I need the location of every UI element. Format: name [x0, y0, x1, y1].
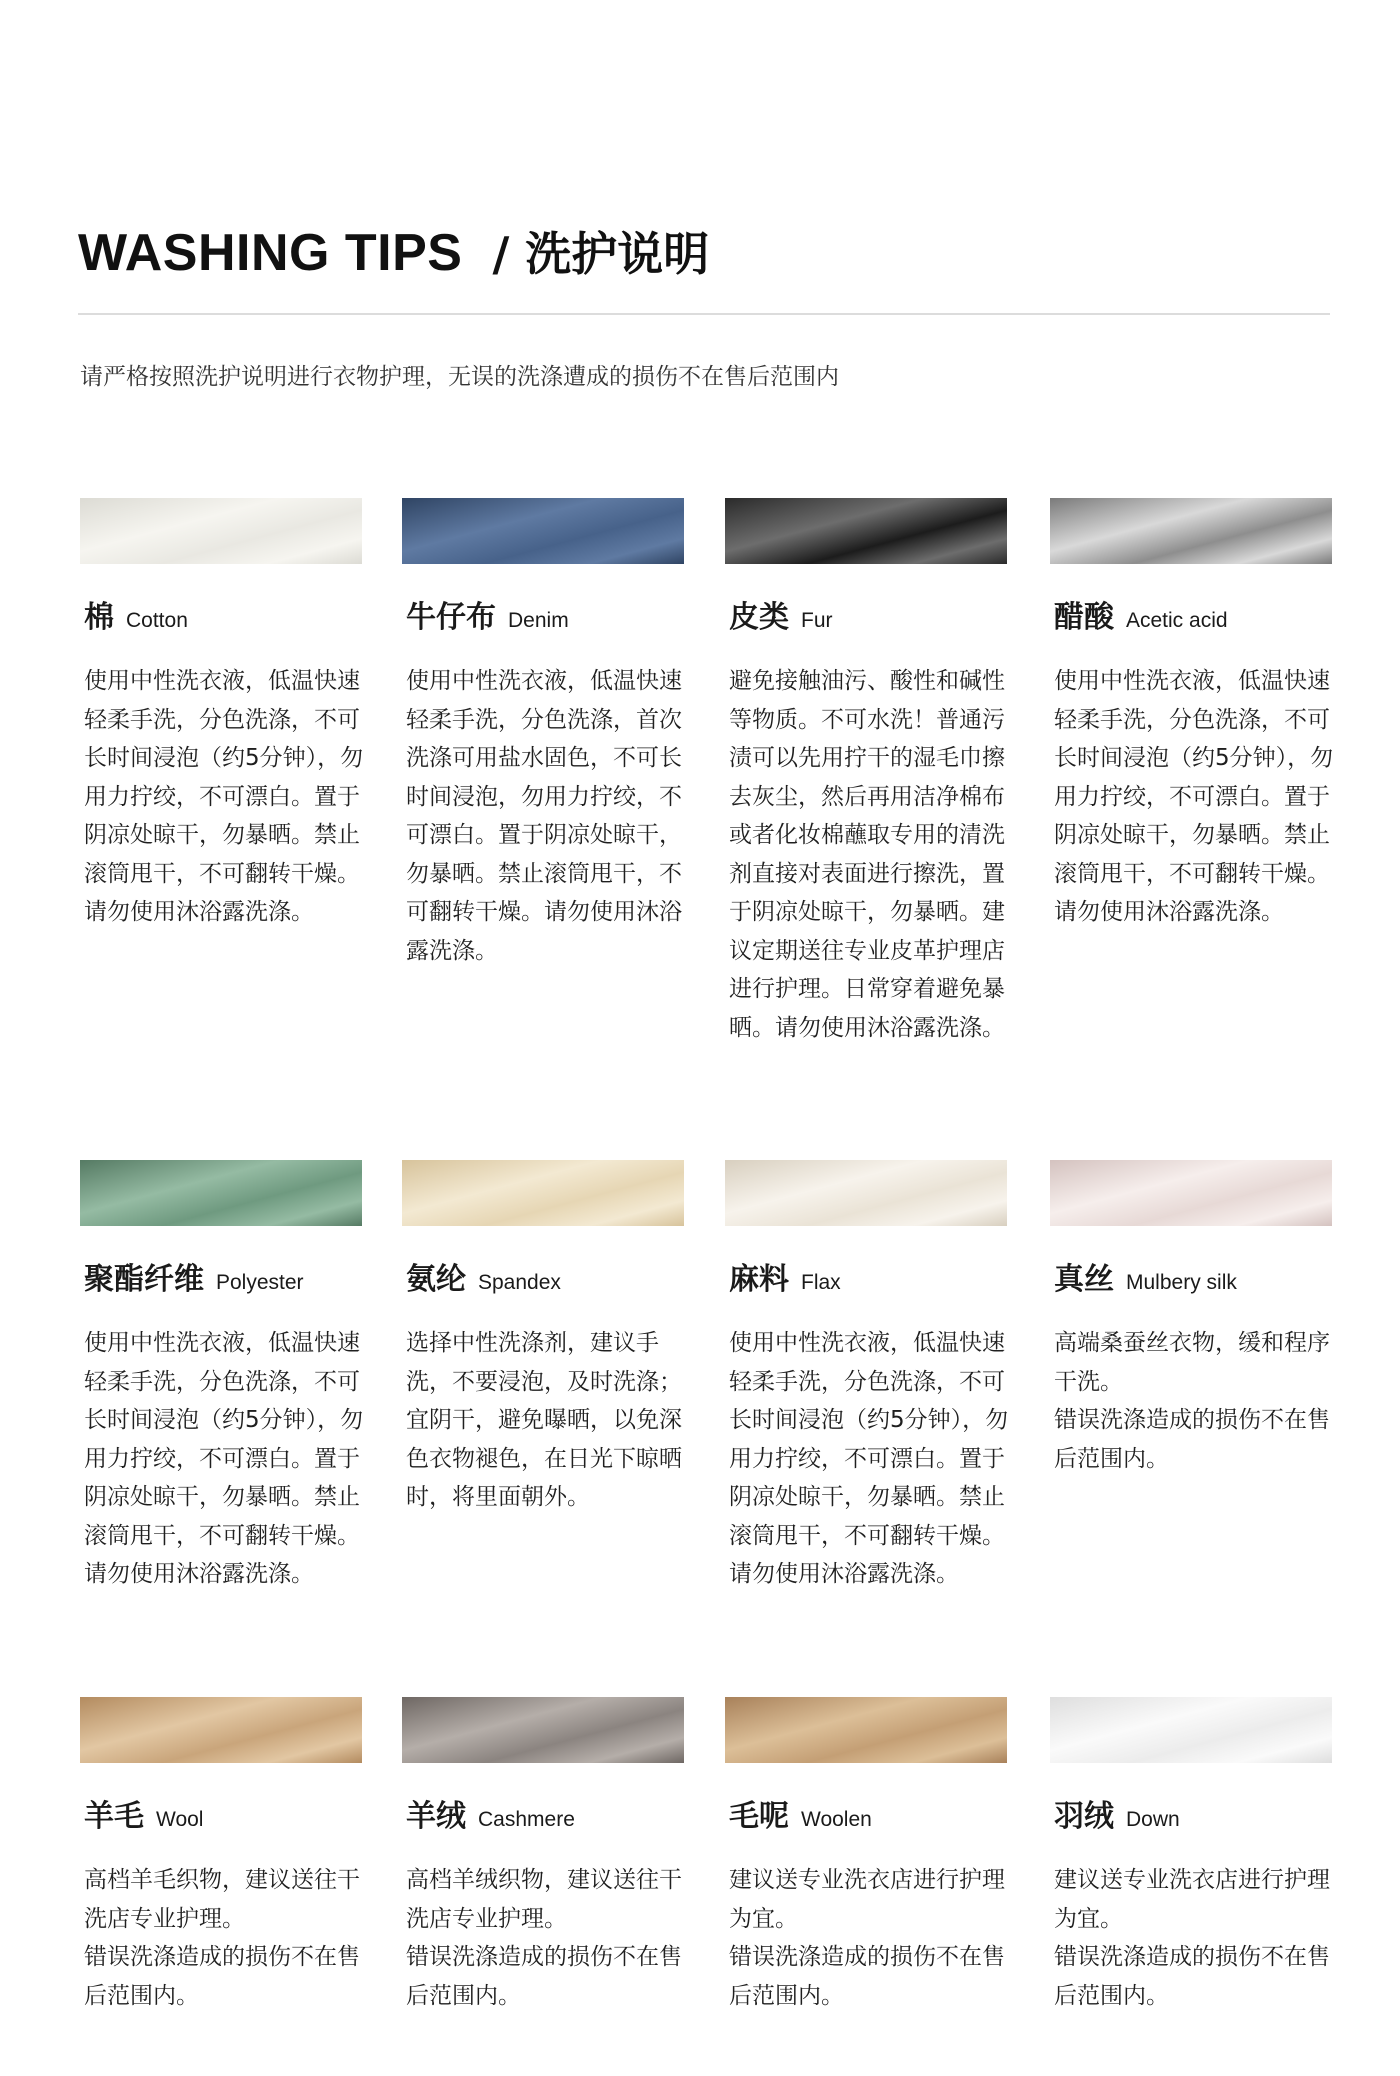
care-paragraph: 错误洗涤造成的损伤不在售后范围内。: [406, 1944, 682, 2009]
fabric-card: [1050, 498, 1340, 932]
flax-swatch: [725, 1160, 1007, 1226]
fabric-care-text: [84, 662, 366, 932]
fabric-card: [80, 498, 370, 932]
fabric-heading: [729, 1791, 1015, 1835]
fabric-name-en: Wool: [156, 1808, 204, 1831]
fabric-heading: [1054, 592, 1340, 636]
care-paragraph: 使用中性洗衣液，低温快速轻柔手洗，分色洗涤，首次洗涤可用盐水固色，不可长时间浸泡，勿用力拧绞，不可漂白。置于阴凉处晾干，勿暴晒。禁止滚筒甩干，不可翻转干燥。请勿使用沐浴露洗涤。: [406, 668, 682, 964]
fabric-heading: [84, 1254, 370, 1298]
fabric-care-text: [406, 662, 688, 970]
fabric-name-cn: 羊绒: [406, 1799, 466, 1834]
fabric-care-text: [1054, 1861, 1336, 2015]
fabric-care-text: [1054, 662, 1336, 932]
fabric-name-cn: 皮类: [729, 600, 789, 635]
polyester-swatch: [80, 1160, 362, 1226]
care-paragraph: 避免接触油污、酸性和碱性等物质。不可水洗！普通污渍可以先用拧干的湿毛巾擦去灰尘，然后再用洁净棉布或者化妆棉蘸取专用的清洗剂直接对表面进行擦洗，置于阴凉处晾干，勿暴晒。建议定期送往专业皮革护理店进行护理。日常穿着避免暴晒。请勿使用沐浴露洗涤。: [729, 668, 1005, 1041]
silk-swatch: [1050, 1160, 1332, 1226]
fabric-name-cn: 醋酸: [1054, 600, 1114, 635]
fabric-heading: [84, 592, 370, 636]
fabric-card: [1050, 1160, 1340, 1478]
fabric-name-en: Cotton: [126, 609, 188, 632]
spandex-swatch: [402, 1160, 684, 1226]
fabric-card: [725, 1697, 1015, 2015]
care-paragraph: 高档羊绒织物，建议送往干洗店专业护理。: [406, 1867, 682, 1932]
fabric-heading: [84, 1791, 370, 1835]
fabric-name-en: Down: [1126, 1808, 1180, 1831]
care-paragraph: 使用中性洗衣液，低温快速轻柔手洗，分色洗涤，不可长时间浸泡（约5分钟），勿用力拧绞，不可漂白。置于阴凉处晾干，勿暴晒。禁止滚筒甩干，不可翻转干燥。请勿使用沐浴露洗涤。: [729, 1330, 1009, 1587]
fabric-heading: [729, 1254, 1015, 1298]
fabric-heading: [406, 1791, 692, 1835]
fabric-heading: [406, 1254, 692, 1298]
care-paragraph: 错误洗涤造成的损伤不在售后范围内。: [729, 1944, 1005, 2009]
care-paragraph: 使用中性洗衣液，低温快速轻柔手洗，分色洗涤，不可长时间浸泡（约5分钟），勿用力拧绞，不可漂白。置于阴凉处晾干，勿暴晒。禁止滚筒甩干，不可翻转干燥。请勿使用沐浴露洗涤。: [84, 668, 364, 925]
cashmere-swatch: [402, 1697, 684, 1763]
fabric-card: [80, 1697, 370, 2015]
fabric-heading: [729, 592, 1015, 636]
care-paragraph: 使用中性洗衣液，低温快速轻柔手洗，分色洗涤，不可长时间浸泡（约5分钟），勿用力拧绞，不可漂白。置于阴凉处晾干，勿暴晒。禁止滚筒甩干，不可翻转干燥。请勿使用沐浴露洗涤。: [1054, 668, 1334, 925]
care-paragraph: 使用中性洗衣液，低温快速轻柔手洗，分色洗涤，不可长时间浸泡（约5分钟），勿用力拧绞，不可漂白。置于阴凉处晾干，勿暴晒。禁止滚筒甩干，不可翻转干燥。请勿使用沐浴露洗涤。: [84, 1330, 364, 1587]
fabric-heading: [1054, 1254, 1340, 1298]
fabric-name-en: Polyester: [216, 1271, 304, 1294]
fabric-name-en: Cashmere: [478, 1808, 575, 1831]
fabric-name-cn: 牛仔布: [406, 600, 496, 635]
fabric-name-cn: 羊毛: [84, 1799, 144, 1834]
fabric-name-en: Woolen: [801, 1808, 872, 1831]
fabric-heading: [406, 592, 692, 636]
fabric-card: [402, 498, 692, 970]
fabric-name-en: Spandex: [478, 1271, 561, 1294]
title-divider: [78, 313, 1330, 315]
fabric-card: [725, 1160, 1015, 1594]
care-paragraph: 错误洗涤造成的损伤不在售后范围内。: [1054, 1407, 1330, 1472]
fabric-care-text: [84, 1324, 366, 1594]
woolen-swatch: [725, 1697, 1007, 1763]
care-paragraph: 选择中性洗涤剂，建议手洗，不要浸泡，及时洗涤；宜阴干，避免曝晒，以免深色衣物褪色，在日光下晾晒时，将里面朝外。: [406, 1330, 682, 1510]
fabric-name-en: Fur: [801, 609, 833, 632]
fabric-name-cn: 麻料: [729, 1262, 789, 1297]
fabric-name-en: Denim: [508, 609, 569, 632]
title-chinese: / 洗护说明: [492, 227, 710, 281]
fabric-name-cn: 真丝: [1054, 1262, 1114, 1297]
fabric-care-text: [1054, 1324, 1336, 1478]
down-swatch: [1050, 1697, 1332, 1763]
fabric-care-text: [406, 1324, 688, 1517]
wool-swatch: [80, 1697, 362, 1763]
fabric-name-cn: 羽绒: [1054, 1799, 1114, 1834]
fabric-care-text: [729, 1324, 1011, 1594]
fabric-care-text: [729, 1861, 1011, 2015]
care-paragraph: 建议送专业洗衣店进行护理为宜。: [729, 1867, 1005, 1932]
fabric-name-cn: 毛呢: [729, 1799, 789, 1834]
cotton-swatch: [80, 498, 362, 564]
fabric-care-text: [84, 1861, 366, 2015]
denim-swatch: [402, 498, 684, 564]
care-paragraph: 错误洗涤造成的损伤不在售后范围内。: [1054, 1944, 1330, 2009]
fabric-name-en: Flax: [801, 1271, 841, 1294]
fabric-card: [402, 1160, 692, 1517]
fabric-name-en: Acetic acid: [1126, 609, 1228, 632]
fabric-heading: [1054, 1791, 1340, 1835]
fabric-name-cn: 氨纶: [406, 1262, 466, 1297]
care-notice: 请严格按照洗护说明进行衣物护理，无误的洗涤遭成的损伤不在售后范围内: [80, 364, 839, 390]
acetate-swatch: [1050, 498, 1332, 564]
care-paragraph: 高端桑蚕丝衣物，缓和程序干洗。: [1054, 1330, 1330, 1395]
care-paragraph: 错误洗涤造成的损伤不在售后范围内。: [84, 1944, 360, 2009]
title-english: WASHING TIPS: [78, 224, 463, 282]
page-title: [78, 218, 709, 284]
fabric-care-text: [406, 1861, 688, 2015]
leather-swatch: [725, 498, 1007, 564]
fabric-name-en: Mulbery silk: [1126, 1271, 1237, 1294]
fabric-card: [725, 498, 1015, 1047]
fabric-care-text: [729, 662, 1011, 1047]
fabric-name-cn: 棉: [84, 600, 114, 635]
fabric-card: [402, 1697, 692, 2015]
fabric-card: [80, 1160, 370, 1594]
care-paragraph: 高档羊毛织物，建议送往干洗店专业护理。: [84, 1867, 360, 1932]
fabric-card: [1050, 1697, 1340, 2015]
care-paragraph: 建议送专业洗衣店进行护理为宜。: [1054, 1867, 1330, 1932]
fabric-name-cn: 聚酯纤维: [84, 1262, 204, 1297]
